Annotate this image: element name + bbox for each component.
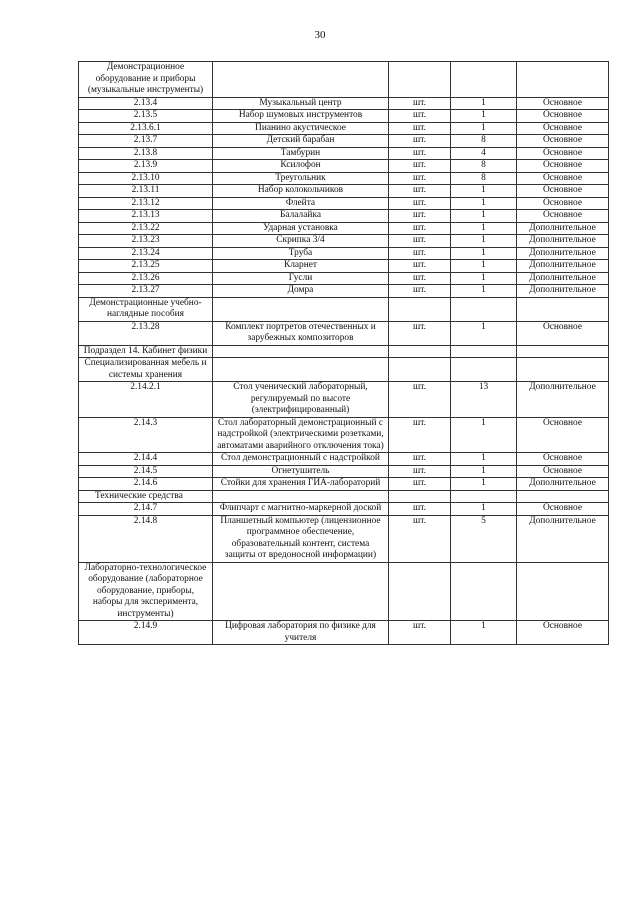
item-code: 2.13.7 — [79, 135, 213, 148]
item-code: 2.14.3 — [79, 417, 213, 453]
item-unit: шт. — [389, 222, 451, 235]
item-code: 2.13.4 — [79, 97, 213, 110]
item-code: 2.13.13 — [79, 210, 213, 223]
table-row — [79, 453, 609, 466]
table-row — [79, 97, 609, 110]
item-name: Пианино акустическое — [213, 122, 389, 135]
empty-cell — [213, 358, 389, 382]
item-quantity: 1 — [451, 272, 517, 285]
table-row — [79, 122, 609, 135]
item-type: Основное — [517, 160, 609, 173]
item-name: Стол лабораторный демонстрационный с надстройкой (электрическими розетками, автоматами аварийного отключения тока) — [213, 417, 389, 453]
section-title: Специализированная мебель и системы хранения — [79, 358, 213, 382]
item-quantity: 1 — [451, 235, 517, 248]
item-unit: шт. — [389, 272, 451, 285]
item-code: 2.13.6.1 — [79, 122, 213, 135]
item-type: Основное — [517, 122, 609, 135]
item-code: 2.14.7 — [79, 503, 213, 516]
item-code: 2.13.23 — [79, 235, 213, 248]
item-quantity: 1 — [451, 621, 517, 645]
item-type: Дополнительное — [517, 515, 609, 562]
empty-cell — [389, 297, 451, 321]
item-code: 2.13.11 — [79, 185, 213, 198]
item-type: Основное — [517, 197, 609, 210]
table-row — [79, 382, 609, 418]
item-quantity: 1 — [451, 260, 517, 273]
empty-cell — [389, 62, 451, 98]
empty-cell — [451, 62, 517, 98]
item-name: Труба — [213, 247, 389, 260]
item-unit: шт. — [389, 503, 451, 516]
item-unit: шт. — [389, 285, 451, 298]
item-quantity: 8 — [451, 135, 517, 148]
item-code: 2.13.25 — [79, 260, 213, 273]
item-type: Основное — [517, 453, 609, 466]
item-code: 2.14.2.1 — [79, 382, 213, 418]
item-code: 2.13.28 — [79, 321, 213, 345]
item-name: Ударная установка — [213, 222, 389, 235]
item-unit: шт. — [389, 321, 451, 345]
item-code: 2.13.8 — [79, 147, 213, 160]
item-quantity: 5 — [451, 515, 517, 562]
empty-cell — [517, 490, 609, 503]
table-row — [79, 503, 609, 516]
item-type: Основное — [517, 417, 609, 453]
table-row — [79, 285, 609, 298]
table-row — [79, 272, 609, 285]
item-unit: шт. — [389, 235, 451, 248]
table-row — [79, 210, 609, 223]
empty-cell — [517, 358, 609, 382]
item-name: Домра — [213, 285, 389, 298]
item-name: Цифровая лаборатория по физике для учителя — [213, 621, 389, 645]
item-quantity: 1 — [451, 247, 517, 260]
item-unit: шт. — [389, 382, 451, 418]
table-row — [79, 110, 609, 123]
item-quantity: 1 — [451, 185, 517, 198]
section-row — [79, 62, 609, 98]
empty-cell — [389, 490, 451, 503]
empty-cell — [451, 345, 517, 358]
table-row — [79, 417, 609, 453]
item-type: Основное — [517, 135, 609, 148]
table-row — [79, 515, 609, 562]
item-name: Гусли — [213, 272, 389, 285]
empty-cell — [389, 358, 451, 382]
empty-cell — [517, 62, 609, 98]
section-row — [79, 345, 609, 358]
page-number: 30 — [314, 29, 326, 41]
item-type: Дополнительное — [517, 478, 609, 491]
table-row — [79, 321, 609, 345]
item-code: 2.13.24 — [79, 247, 213, 260]
item-quantity: 1 — [451, 210, 517, 223]
item-code: 2.13.22 — [79, 222, 213, 235]
item-name: Скрипка 3/4 — [213, 235, 389, 248]
item-type: Основное — [517, 147, 609, 160]
item-quantity: 1 — [451, 321, 517, 345]
item-name: Набор колокольчиков — [213, 185, 389, 198]
item-name: Треугольник — [213, 172, 389, 185]
table-row — [79, 185, 609, 198]
section-title: Подраздел 14. Кабинет физики — [79, 345, 213, 358]
item-type: Дополнительное — [517, 382, 609, 418]
item-type: Основное — [517, 185, 609, 198]
item-name: Флейта — [213, 197, 389, 210]
item-code: 2.14.8 — [79, 515, 213, 562]
empty-cell — [389, 345, 451, 358]
item-unit: шт. — [389, 122, 451, 135]
item-name: Набор шумовых инструментов — [213, 110, 389, 123]
item-name: Ксилофон — [213, 160, 389, 173]
item-unit: шт. — [389, 478, 451, 491]
empty-cell — [451, 358, 517, 382]
table-row — [79, 260, 609, 273]
empty-cell — [517, 562, 609, 621]
item-type: Основное — [517, 172, 609, 185]
item-type: Основное — [517, 321, 609, 345]
empty-cell — [451, 297, 517, 321]
item-name: Планшетный компьютер (лицензионное программное обеспечение, образовательный контент, система защиты от вредоносной информации) — [213, 515, 389, 562]
item-type: Дополнительное — [517, 285, 609, 298]
item-type: Дополнительное — [517, 235, 609, 248]
table-row — [79, 465, 609, 478]
item-quantity: 8 — [451, 160, 517, 173]
item-unit: шт. — [389, 110, 451, 123]
empty-cell — [213, 562, 389, 621]
item-unit: шт. — [389, 260, 451, 273]
item-code: 2.13.26 — [79, 272, 213, 285]
item-type: Основное — [517, 97, 609, 110]
item-code: 2.14.9 — [79, 621, 213, 645]
item-code: 2.13.27 — [79, 285, 213, 298]
item-quantity: 1 — [451, 285, 517, 298]
item-unit: шт. — [389, 147, 451, 160]
empty-cell — [213, 490, 389, 503]
empty-cell — [213, 62, 389, 98]
item-quantity: 1 — [451, 110, 517, 123]
item-quantity: 1 — [451, 417, 517, 453]
item-type: Дополнительное — [517, 247, 609, 260]
table-row — [79, 147, 609, 160]
section-title: Технические средства — [79, 490, 213, 503]
table-row — [79, 135, 609, 148]
item-quantity: 1 — [451, 197, 517, 210]
equipment-table — [78, 61, 609, 645]
item-type: Основное — [517, 503, 609, 516]
item-unit: шт. — [389, 210, 451, 223]
empty-cell — [389, 562, 451, 621]
empty-cell — [451, 490, 517, 503]
item-name: Стол ученический лабораторный, регулируемый по высоте (электрифицированный) — [213, 382, 389, 418]
item-quantity: 1 — [451, 222, 517, 235]
item-type: Основное — [517, 621, 609, 645]
item-unit: шт. — [389, 453, 451, 466]
item-code: 2.13.5 — [79, 110, 213, 123]
item-unit: шт. — [389, 172, 451, 185]
item-unit: шт. — [389, 197, 451, 210]
item-unit: шт. — [389, 185, 451, 198]
section-row — [79, 562, 609, 621]
item-quantity: 4 — [451, 147, 517, 160]
item-name: Комплект портретов отечественных и зарубежных композиторов — [213, 321, 389, 345]
item-type: Основное — [517, 210, 609, 223]
table-row — [79, 235, 609, 248]
empty-cell — [213, 345, 389, 358]
empty-cell — [451, 562, 517, 621]
item-type: Дополнительное — [517, 222, 609, 235]
item-type: Дополнительное — [517, 272, 609, 285]
section-title: Лабораторно-технологическое оборудование (лабораторное оборудование, приборы, наборы для эксперимента, инструменты) — [79, 562, 213, 621]
empty-cell — [517, 297, 609, 321]
item-code: 2.13.12 — [79, 197, 213, 210]
empty-cell — [213, 297, 389, 321]
section-title: Демонстрационное оборудование и приборы (музыкальные инструменты) — [79, 62, 213, 98]
item-quantity: 1 — [451, 122, 517, 135]
item-code: 2.13.10 — [79, 172, 213, 185]
item-type: Основное — [517, 465, 609, 478]
item-type: Основное — [517, 110, 609, 123]
item-quantity: 8 — [451, 172, 517, 185]
item-name: Кларнет — [213, 260, 389, 273]
item-name: Стол демонстрационный с надстройкой — [213, 453, 389, 466]
empty-cell — [517, 345, 609, 358]
equipment-table-body — [79, 62, 609, 645]
item-name: Стойки для хранения ГИА-лабораторий — [213, 478, 389, 491]
item-quantity: 1 — [451, 97, 517, 110]
item-unit: шт. — [389, 621, 451, 645]
item-name: Балалайка — [213, 210, 389, 223]
item-quantity: 1 — [451, 465, 517, 478]
section-row — [79, 297, 609, 321]
item-unit: шт. — [389, 515, 451, 562]
table-row — [79, 197, 609, 210]
table-row — [79, 160, 609, 173]
item-name: Музыкальный центр — [213, 97, 389, 110]
table-row — [79, 621, 609, 645]
item-type: Дополнительное — [517, 260, 609, 273]
table-row — [79, 222, 609, 235]
item-quantity: 1 — [451, 478, 517, 491]
item-code: 2.14.5 — [79, 465, 213, 478]
item-name: Флипчарт с магнитно-маркерной доской — [213, 503, 389, 516]
item-unit: шт. — [389, 247, 451, 260]
item-code: 2.14.6 — [79, 478, 213, 491]
item-name: Огнетушитель — [213, 465, 389, 478]
table-row — [79, 172, 609, 185]
section-row — [79, 490, 609, 503]
table-row — [79, 247, 609, 260]
table-row — [79, 478, 609, 491]
item-unit: шт. — [389, 135, 451, 148]
item-unit: шт. — [389, 417, 451, 453]
section-title: Демонстрационные учебно-наглядные пособия — [79, 297, 213, 321]
item-quantity: 1 — [451, 453, 517, 466]
section-row — [79, 358, 609, 382]
item-code: 2.14.4 — [79, 453, 213, 466]
item-name: Тамбурин — [213, 147, 389, 160]
item-unit: шт. — [389, 465, 451, 478]
item-code: 2.13.9 — [79, 160, 213, 173]
item-unit: шт. — [389, 97, 451, 110]
item-quantity: 13 — [451, 382, 517, 418]
item-quantity: 1 — [451, 503, 517, 516]
item-unit: шт. — [389, 160, 451, 173]
item-name: Детский барабан — [213, 135, 389, 148]
